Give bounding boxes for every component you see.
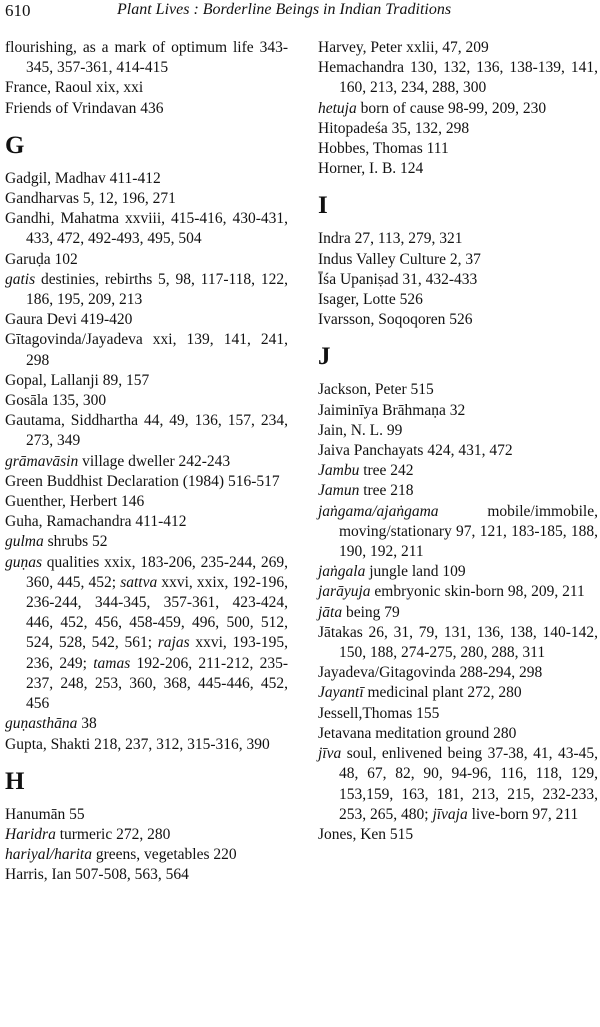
index-text: Jones, Ken 515 [318,825,414,843]
index-text: Gautama, Siddhartha 44, 49, 136, 157, 234, 273, 349 [5,412,288,450]
section-letter: G [5,131,25,159]
index-entry [5,472,288,492]
index-text: Gadgil, Madhav 411-412 [5,169,161,187]
index-text: Green Buddhist Declaration (1984) 516-517 [5,472,280,490]
index-text: 192-206, 211-212, 235-237, 248, 253, 360, 368, 445-446, 452, 456 [26,654,288,713]
index-entry [5,492,288,512]
index-entry [318,139,598,159]
index-entry [5,391,288,411]
index-entry [5,310,288,330]
index-entry [318,38,598,58]
index-text: turmeric 272, 280 [55,825,171,843]
index-term-italic: jīvaja [432,805,468,823]
index-text: medicinal plant 272, 280 [363,684,522,702]
index-text: Horner, I. B. 124 [318,160,424,178]
index-entry [318,58,598,98]
index-term-italic: rajas [157,634,190,652]
index-text: Guha, Ramachandra 411-412 [5,513,187,531]
index-term-italic: jāta [318,603,343,621]
index-term-italic: hetuja [318,99,357,117]
index-entry [318,159,598,179]
index-entry [318,250,598,270]
index-entry [5,99,288,119]
index-entry [5,512,288,532]
section-letter: I [318,192,328,220]
index-text: Jessell,Thomas 155 [318,704,440,722]
index-entry [318,502,598,563]
index-text: Gopal, Lallanji 89, 157 [5,371,150,389]
index-entry [318,704,598,724]
index-term-italic: tamas [93,654,131,672]
index-text: Garuḍa 102 [5,250,78,268]
index-text: Jain, N. L. 99 [318,421,403,439]
index-entry [5,714,288,734]
index-text: embryonic skin-born 98, 209, 211 [370,583,585,601]
index-entry [318,683,598,703]
index-entry [318,119,598,139]
index-text: Gandhi, Mahatma xxviii, 415-416, 430-431, 433, 472, 492-493, 495, 504 [5,210,288,248]
index-entry [5,270,288,310]
index-entry [318,441,598,461]
index-term-italic: Jambu [318,462,360,480]
index-entry [5,78,288,98]
index-text: Īśa Upaniṣad 31, 432-433 [318,270,478,288]
index-term-italic: guṇasthāna [5,715,78,733]
index-term-italic: jaṅgala [318,563,366,581]
index-term-italic: Jamun [318,482,360,500]
index-text: Isager, Lotte 526 [318,291,423,309]
index-text: Hanumān 55 [5,805,85,823]
index-text: live-born 97, 211 [467,805,579,823]
index-column-left [5,38,288,886]
index-text: Gupta, Shakti 218, 237, 312, 315-316, 390 [5,735,270,753]
index-text: Gaura Devi 419-420 [5,311,133,329]
index-entry [318,401,598,421]
index-text: soul, enlivened being 37-38, 41, 43-45, 48, 67, 82, 90, 94-96, 116, 118, 129, 153,159, 163, 181, 213, 215, 232-233, 253, 265, 480; [339,745,598,823]
index-text: tree 242 [359,462,414,480]
index-entry [318,229,598,249]
index-text: Jayadeva/Gitagovinda 288-294, 298 [318,664,543,682]
index-text: Harvey, Peter xxlii, 47, 209 [318,39,489,56]
index-text: Hobbes, Thomas 111 [318,140,449,158]
index-text: shrubs 52 [43,533,108,551]
index-entry [318,623,598,663]
index-term-italic: jīva [318,745,342,763]
index-text: Jetavana meditation ground 280 [318,724,517,742]
page-number: 610 [5,1,31,20]
index-text: Harris, Ian 507-508, 563, 564 [5,866,189,884]
index-text: village dweller 242-243 [78,452,231,470]
index-entry [5,452,288,472]
index-term-italic: hariyal/harita [5,846,92,864]
index-entry [5,553,288,715]
index-entry [318,724,598,744]
section-letter: J [318,343,331,371]
index-text: Ivarsson, Soqoqoren 526 [318,311,473,329]
index-entry [5,805,288,825]
index-entry [5,330,288,370]
index-entry [318,380,598,400]
index-term-italic: grāmavāsin [5,452,79,470]
index-entry [318,582,598,602]
index-entry [318,603,598,623]
index-text: Gandharvas 5, 12, 196, 271 [5,190,176,208]
index-term-italic: jaṅgama/ajaṅgama [318,502,439,520]
index-text: Hitopadeśa 35, 132, 298 [318,119,470,137]
index-entry [318,825,598,845]
index-entry [5,250,288,270]
index-text: being 79 [342,603,400,621]
index-entry [318,461,598,481]
index-text: flourishing, as a mark of optimum life 343-345, 357-361, 414-415 [5,39,288,77]
index-text: jungle land 109 [365,563,466,581]
index-term-italic: gulma [5,533,44,551]
index-entry [5,865,288,885]
index-term-italic: Haridra [5,825,56,843]
index-entry [5,169,288,189]
index-text: qualities xxix, 183-206, 235-244, 269, 360, 445, 452; [26,553,288,591]
index-text: Friends of Vrindavan 436 [5,99,164,117]
index-text: destinies, rebirths 5, 98, 117-118, 122, 186, 195, 209, 213 [26,270,288,309]
index-entry [318,421,598,441]
section-letter: H [5,767,25,795]
index-text: Indus Valley Culture 2, 37 [318,250,481,268]
running-head: Plant Lives : Borderline Beings in Indian Traditions [117,1,452,18]
index-entry [318,270,598,290]
index-text: Jaiva Panchayats 424, 431, 472 [318,442,513,460]
index-entry [318,481,598,501]
index-column-right [318,38,598,845]
index-entry [5,38,288,78]
index-entry [318,99,598,119]
index-text: Gītagovinda/Jayadeva xxi, 139, 141, 241, 298 [5,331,288,369]
index-term-italic: gatis [5,270,36,288]
index-text: Indra 27, 113, 279, 321 [318,230,463,248]
index-entry [5,371,288,391]
index-term-italic: sattva [120,573,158,591]
index-text: Jātakas 26, 31, 79, 131, 136, 138, 140-142, 150, 188, 274-275, 280, 288, 311 [318,623,598,662]
index-text: mobile/immobile, moving/stationary 97, 121, 183-185, 188, 190, 192, 211 [339,502,598,561]
index-entry [5,845,288,865]
index-entry [318,663,598,683]
index-term-italic: Jayantī [318,684,364,702]
index-text: Jackson, Peter 515 [318,381,434,399]
index-entry [5,189,288,209]
index-text: born of cause 98-99, 209, 230 [356,99,547,117]
index-text: Jaiminīya Brāhmaṇa 32 [318,401,466,419]
index-text: France, Raoul xix, xxi [5,79,144,97]
index-entry [5,532,288,552]
index-text: xxvi, 193-195, 236, 249; [26,634,288,672]
index-entry [318,562,598,582]
index-entry [318,290,598,310]
index-entry [5,825,288,845]
index-text: Hemachandra 130, 132, 136, 138-139, 141, 160, 213, 234, 288, 300 [318,59,598,97]
index-text: xxvi, xxix, 192-196, 236-244, 344-345, 357-361, 423-424, 446, 452, 456, 458-459, 496, 500, 512, 524, 528, 542, 561; [26,573,288,652]
page-header [5,0,595,26]
index-text: 38 [77,715,97,733]
index-entry [318,744,598,825]
index-entry [5,735,288,755]
index-entry [5,411,288,451]
index-term-italic: guṇas [5,553,43,571]
index-entry [5,209,288,249]
index-text: tree 218 [359,482,414,500]
index-text: Guenther, Herbert 146 [5,493,145,511]
index-entry [318,310,598,330]
index-text: Gosāla 135, 300 [5,392,107,410]
index-term-italic: jarāyuja [318,583,371,601]
index-text: greens, vegetables 220 [91,846,237,864]
